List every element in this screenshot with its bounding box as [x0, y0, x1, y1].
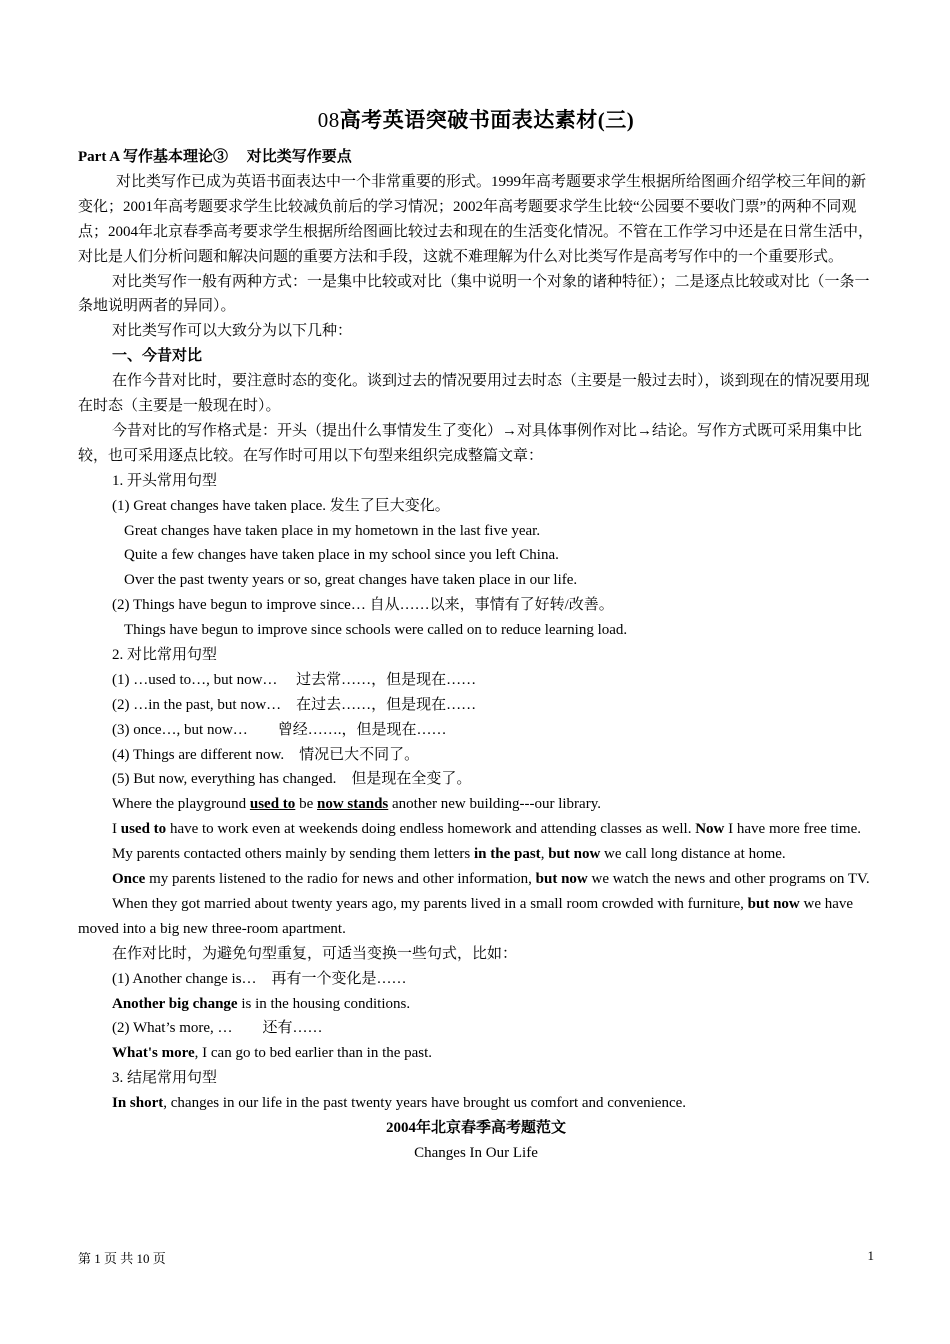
text: we have moved into a big new three-room apartment. — [78, 895, 854, 937]
section-1-paragraph-1: 在作今昔对比时，要注意时态的变化。谈到过去的情况要用过去时态（主要是一般过去时），谈到现在的情况要用现在时态（主要是一般现在时）。 — [78, 373, 870, 415]
text: be — [295, 796, 317, 813]
keyword: in the past — [474, 846, 541, 863]
keyword: now stands — [316, 796, 389, 813]
closing-example — [78, 1091, 874, 1116]
text: When they got married about twenty years ago, my parents lived in a small room crowded with furniture, — [112, 895, 748, 912]
compare-example-c — [78, 842, 874, 867]
title-number: 08 — [317, 108, 340, 132]
page-number: 1 — [867, 1248, 874, 1263]
text: another new building---our library. — [388, 796, 601, 813]
keyword: used to — [120, 821, 167, 838]
sample-essay-heading-text: 2004年北京春季高考题范文 — [385, 1119, 566, 1136]
part-a-heading — [78, 145, 874, 170]
keyword: but now — [535, 871, 588, 887]
text: My parents contacted others mainly by sending them letters — [112, 846, 474, 863]
variation-example-2 — [78, 1041, 874, 1066]
compare-example-a — [78, 792, 874, 817]
keyword: Another big change — [112, 995, 238, 1012]
text: my parents listened to the radio for news and other information, — [145, 871, 536, 887]
document-title — [78, 106, 874, 134]
opening-example-3: Over the past twenty years or so, great changes have taken place in our life. — [124, 572, 578, 589]
keyword: Now — [695, 821, 725, 838]
keyword: used to — [249, 796, 296, 813]
closing-patterns-heading: 3. 结尾常用句型 — [112, 1070, 218, 1087]
intro-paragraph-3: 对比类写作可以大致分为以下几种： — [112, 323, 353, 340]
text: is in the housing conditions. — [237, 995, 411, 1012]
text: have to work even at weekends doing endless homework and attending classes as well. — [166, 821, 696, 838]
intro-paragraph-1: 对比类写作已成为英语书面表达中一个非常重要的形式。1999年高考题要求学生根据所给图画介绍学校三年间的新变化；2001年高考题要求学生比较减负前后的学习情况；2002年高考题要求学生比较“公园要不要收门票”的两种不同观点；2004年北京春季高考要求学生根据所给图画比较过去和现在的生活变化情况。不管在工作学习中还是在日常生活中，对比是人们分析问题和解决问题的重要方法和手段，这就不难理解为什么对比类写作是高考写作中的一个重要形式。 — [78, 173, 874, 265]
text: I have more free time. — [724, 821, 861, 838]
variation-pattern-1: (1) Another change is… 再有一个变化是…… — [112, 970, 407, 987]
sample-essay-title: Changes In Our Life — [414, 1144, 538, 1161]
compare-example-d — [78, 867, 874, 892]
section-1-paragraph-2: 今昔对比的写作格式是：开头（提出什么事情发生了变化）→对具体事例作对比→结论。写作方式既可采用集中比较，也可采用逐点比较。在写作时可用以下句型来组织完成整篇文章： — [78, 422, 863, 464]
compare-pattern-3: (3) once…, but now… 曾经…….，但是现在…… — [112, 721, 447, 738]
keyword: Once — [112, 871, 146, 887]
opening-example-4: Things have begun to improve since schools were called on to reduce learning load. — [124, 622, 628, 639]
section-1-heading-text: 一、今昔对比 — [112, 348, 203, 365]
compare-pattern-2: (2) …in the past, but now… 在过去……，但是现在…… — [112, 696, 477, 713]
variation-intro: 在作对比时，为避免句型重复，可适当变换一些句式，比如： — [112, 945, 518, 962]
text: , — [540, 846, 549, 863]
sample-essay-heading — [78, 1116, 874, 1141]
compare-pattern-1: (1) …used to…, but now… 过去常……，但是现在…… — [112, 671, 477, 688]
variation-pattern-2: (2) What’s more, … 还有…… — [112, 1020, 323, 1037]
keyword: In short — [112, 1095, 164, 1112]
page-footer — [78, 1248, 874, 1267]
part-a-text: Part A 写作基本理论③ 对比类写作要点 — [78, 149, 352, 165]
document-page — [78, 0, 874, 1166]
opening-pattern-1: (1) Great changes have taken place. 发生了巨大变化。 — [112, 497, 450, 514]
compare-pattern-4: (4) Things are different now. 情况已大不同了。 — [112, 746, 420, 763]
opening-pattern-2: (2) Things have begun to improve since… 自从……以来，事情有了好转/改善。 — [112, 597, 614, 614]
keyword: but now — [548, 846, 601, 863]
compare-pattern-5: (5) But now, everything has changed. 但是现在全变了。 — [112, 771, 472, 788]
text: , I can go to bed earlier than in the past. — [194, 1045, 433, 1062]
keyword: but now — [747, 895, 800, 912]
opening-patterns-heading: 1. 开头常用句型 — [112, 472, 218, 489]
compare-patterns-heading: 2. 对比常用句型 — [112, 646, 218, 663]
compare-example-b — [78, 817, 874, 842]
text: I — [112, 821, 121, 838]
text: we watch the news and other programs on TV. — [587, 871, 870, 887]
text: Where the playground — [112, 796, 250, 813]
page-count: 第 1 页 共 10 页 — [78, 1251, 166, 1266]
keyword: What's more — [112, 1045, 195, 1062]
section-1-heading — [78, 344, 874, 369]
opening-example-1: Great changes have taken place in my hometown in the last five year. — [124, 522, 541, 539]
intro-paragraph-2: 对比类写作一般有两种方式：一是集中比较或对比（集中说明一个对象的诸种特征）；二是逐点比较或对比（一条一条地说明两者的异同）。 — [78, 273, 870, 315]
compare-example-e — [78, 892, 874, 942]
opening-example-2: Quite a few changes have taken place in my school since you left China. — [124, 547, 559, 564]
text: we call long distance at home. — [600, 846, 786, 863]
text: , changes in our life in the past twenty years have brought us comfort and convenience. — [163, 1095, 687, 1112]
variation-example-1 — [78, 992, 874, 1017]
title-text: 高考英语突破书面表达素材(三) — [339, 108, 635, 132]
